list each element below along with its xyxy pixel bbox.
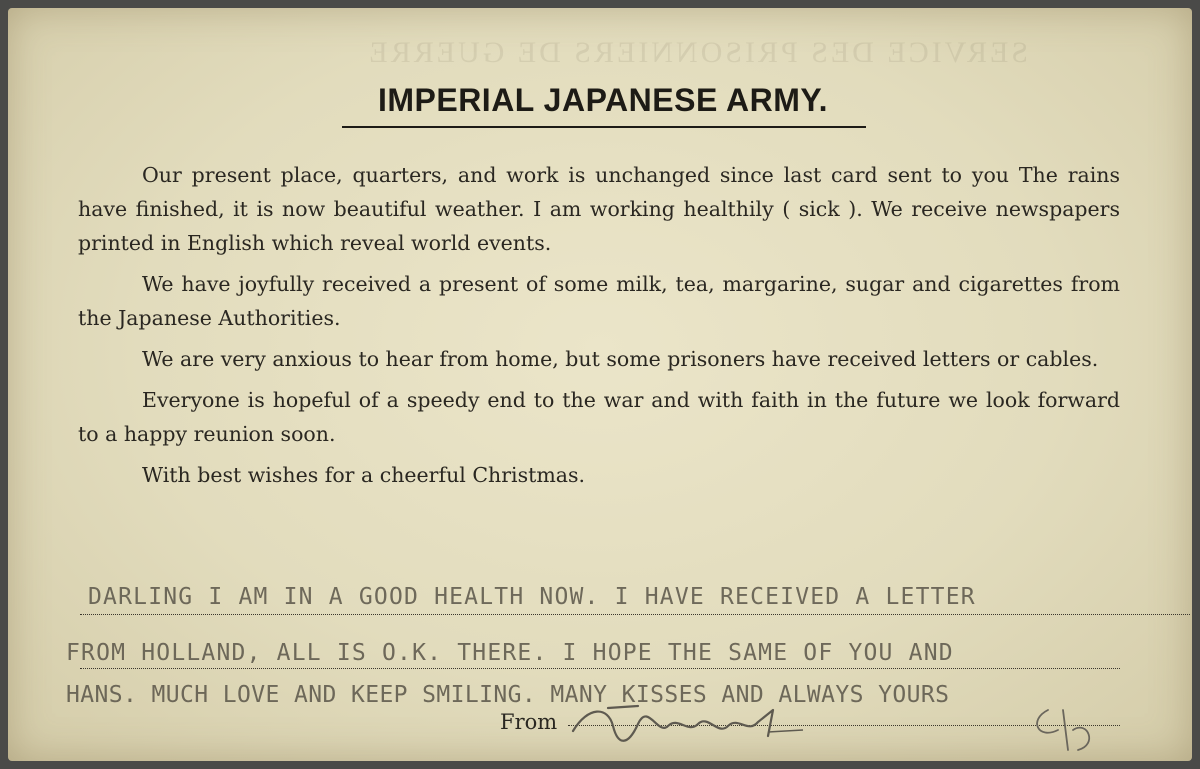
handwritten-line-3: HANS. MUCH LOVE AND KEEP SMILING. MANY KISSES AND ALWAYS YOURS — [66, 682, 950, 708]
card-title: IMPERIAL JAPANESE ARMY. — [377, 82, 829, 118]
pencil-mark — [1018, 700, 1108, 760]
handwritten-line-2: FROM HOLLAND, ALL IS O.K. THERE. I HOPE THE SAME OF YOU AND — [66, 640, 954, 666]
paragraph-3: We are very anxious to hear from home, but some prisoners have received letters or cables. — [142, 347, 1099, 371]
from-label: From — [500, 710, 558, 734]
show-through-text: SERVICE DES PRISONNIERS DE GUERRE — [366, 36, 1028, 69]
signature — [568, 696, 828, 756]
title-underline — [342, 126, 866, 128]
writing-line-2 — [80, 668, 1120, 669]
paragraph-5: With best wishes for a cheerful Christmas. — [142, 463, 586, 487]
paragraph-2: We have joyfully received a present of some milk, tea, margarine, sugar and cigarettes from the Japanese Authorities. — [78, 272, 1120, 330]
handwritten-line-1: DARLING I AM IN A GOOD HEALTH NOW. I HAVE RECEIVED A LETTER — [88, 584, 976, 610]
writing-line-1 — [80, 614, 1190, 615]
paragraph-1: Our present place, quarters, and work is unchanged since last card sent to you The rains have finished, it is now beautiful weather. I am working healthily ( sick ). We receive newspapers printed in English which reveal world events. — [78, 163, 1120, 255]
postcard — [8, 8, 1192, 761]
paragraph-4: Everyone is hopeful of a speedy end to the war and with faith in the future we look forward to a happy reunion soon. — [78, 388, 1120, 446]
printed-message — [78, 158, 1120, 499]
